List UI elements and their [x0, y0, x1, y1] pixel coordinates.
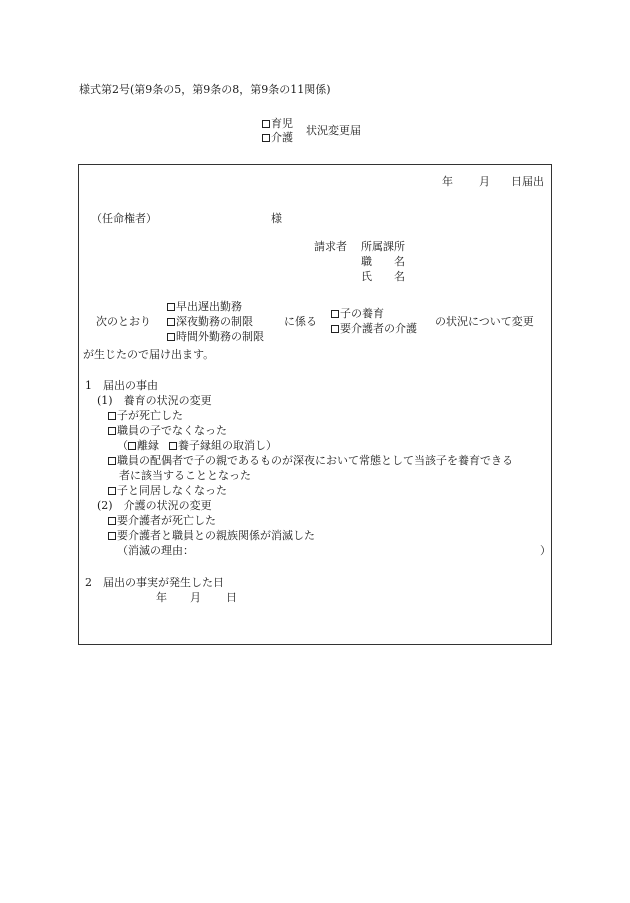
requester-name: 氏 名 [361, 270, 405, 283]
checkbox[interactable] [108, 412, 116, 420]
item-label: 子と同居しなくなった [117, 484, 227, 497]
option-label: 深夜勤務の制限 [176, 315, 253, 328]
section2-heading: 2 届出の事実が発生した日 [85, 576, 224, 589]
checkbox[interactable] [167, 303, 175, 311]
option-overtime-limit[interactable] [167, 330, 264, 344]
item-label: 職員の配偶者で子の親であるものが深夜において常態として当該子を養育できる [117, 454, 513, 467]
reason-label: （消滅の理由： [117, 544, 194, 557]
item-label: 職員の子でなくなった [117, 424, 227, 437]
checkbox[interactable] [108, 487, 116, 495]
option-label: 時間外勤務の制限 [176, 330, 264, 343]
checkbox[interactable] [167, 333, 175, 341]
option-label: 子の養育 [340, 307, 384, 320]
section2-day: 日 [226, 591, 237, 604]
addressee-label: （任命権者） [91, 212, 157, 225]
statement-connector: に係る [284, 315, 317, 328]
checkbox[interactable] [128, 442, 136, 450]
item-reason-detail [117, 439, 277, 453]
section2-year: 年 [156, 591, 167, 604]
sub2-heading: (2) 介護の状況の変更 [97, 499, 212, 512]
item-spouse-care-line2: 者に該当することとなった [119, 469, 251, 482]
addressee-honorific: 様 [271, 212, 282, 225]
paren-close: ） [266, 439, 277, 452]
statement-suffix: の状況について変更 [435, 315, 534, 328]
title-option-ikuji-label: 育児 [271, 117, 293, 130]
item-spouse-care[interactable] [108, 454, 513, 468]
form-header: 様式第2号(第9条の5，第9条の8，第9条の11関係) [79, 83, 331, 96]
item-label: 要介護者が死亡した [117, 514, 216, 527]
option-family-care[interactable] [331, 322, 417, 336]
checkbox[interactable] [262, 134, 270, 142]
date-day-submit: 日届出 [511, 175, 544, 188]
section1-heading: 1 届出の事由 [85, 379, 158, 392]
checkbox[interactable] [108, 457, 116, 465]
paren-open: （ [117, 439, 128, 452]
requester-position: 職 名 [361, 255, 405, 268]
requester-label: 請求者 [314, 240, 347, 253]
option-night-work-limit[interactable] [167, 315, 253, 329]
item-not-living-together[interactable] [108, 484, 227, 498]
checkbox[interactable] [167, 318, 175, 326]
checkbox[interactable] [169, 442, 177, 450]
option-label: 要介護者の介護 [340, 322, 417, 335]
item-care-recipient-died[interactable] [108, 514, 216, 528]
option-label: 早出遅出勤務 [176, 300, 242, 313]
item-label-adoption-cancel: 養子縁組の取消し [178, 439, 266, 452]
title-option-kaigo-label: 介護 [271, 131, 293, 144]
checkbox[interactable] [108, 427, 116, 435]
sub1-heading: (1) 養育の状況の変更 [97, 394, 212, 407]
checkbox[interactable] [331, 325, 339, 333]
date-year: 年 [442, 175, 453, 188]
checkbox[interactable] [262, 120, 270, 128]
item-not-child[interactable] [108, 424, 227, 438]
option-early-late-work[interactable] [167, 300, 242, 314]
item-relation-ended[interactable] [108, 529, 315, 543]
item-label: 要介護者と職員との親族関係が消滅した [117, 529, 315, 542]
title-option-kaigo[interactable] [262, 131, 293, 145]
section2-month: 月 [190, 591, 201, 604]
form-title: 状況変更届 [306, 124, 361, 137]
title-option-ikuji[interactable] [262, 117, 293, 131]
item-label-divorce: 離縁 [137, 439, 159, 452]
item-child-died[interactable] [108, 409, 183, 423]
option-child-care[interactable] [331, 307, 384, 321]
requester-dept: 所属課所 [361, 240, 405, 253]
checkbox[interactable] [108, 517, 116, 525]
item-label: 子が死亡した [117, 409, 183, 422]
statement-continuation: が生じたので届け出ます。 [83, 348, 215, 361]
date-month: 月 [479, 175, 490, 188]
statement-prefix: 次のとおり [96, 315, 151, 328]
checkbox[interactable] [331, 310, 339, 318]
reason-close: ） [540, 544, 551, 557]
checkbox[interactable] [108, 532, 116, 540]
